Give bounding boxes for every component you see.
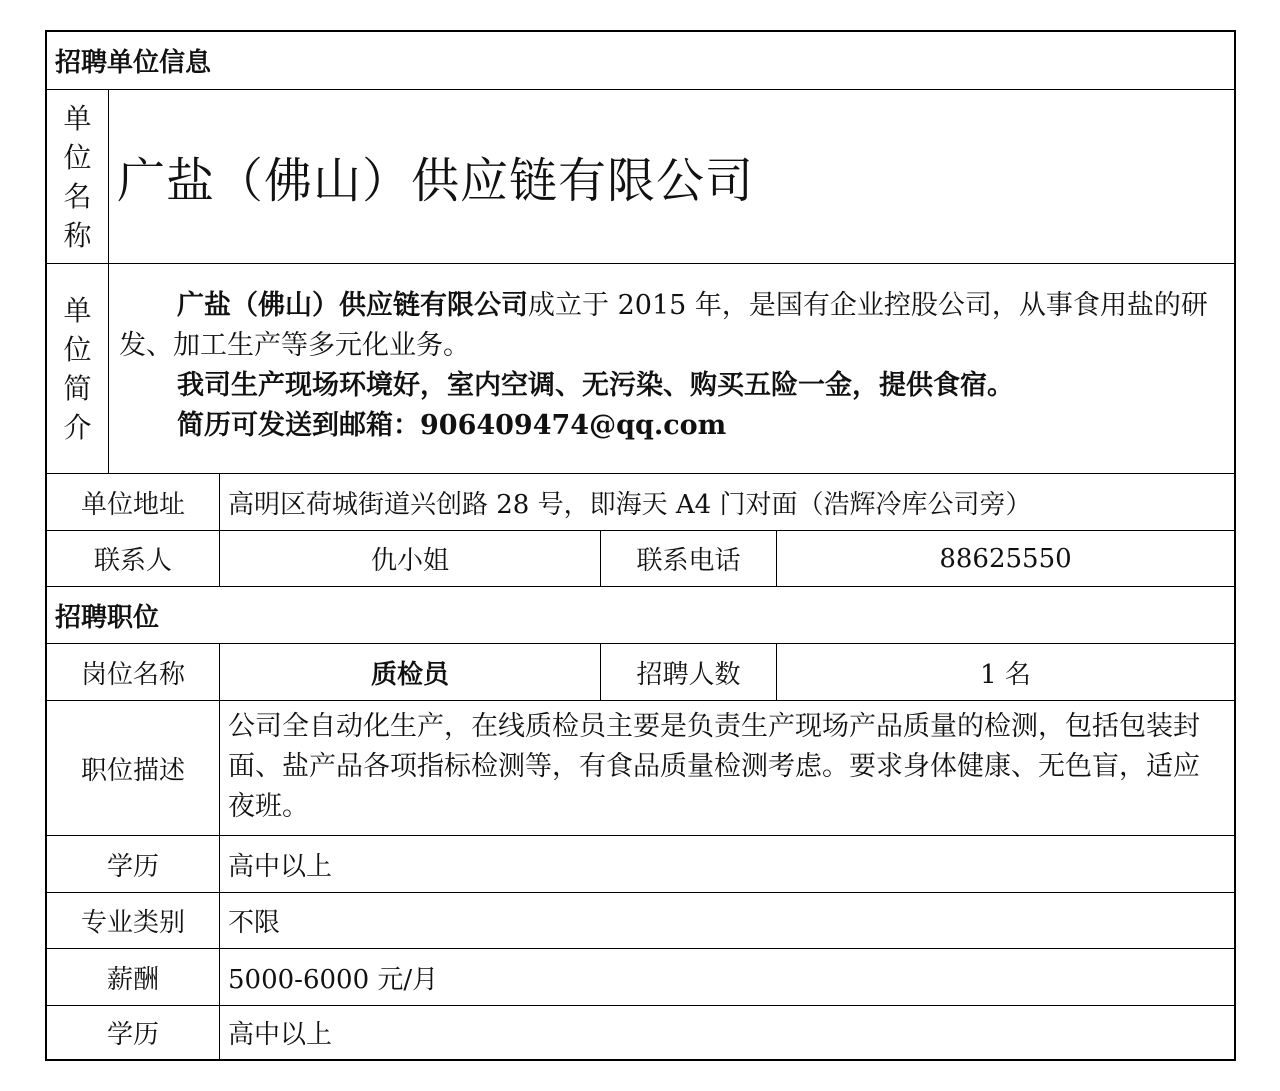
phone-label: 联系电话 xyxy=(600,531,776,586)
intro-email: 906409474@qq.com xyxy=(420,410,727,441)
section-header-company-info xyxy=(47,32,1234,89)
company-name-label-char: 名 xyxy=(63,179,92,213)
address-value: 高明区荷城街道兴创路 28 号，即海天 A4 门对面（浩辉冷库公司旁） xyxy=(219,474,1234,530)
company-name-row xyxy=(47,89,1234,263)
phone-value: 88625550 xyxy=(776,531,1234,586)
job-desc-row xyxy=(47,700,1234,835)
company-name-label-char: 位 xyxy=(63,140,92,174)
major-label: 专业类别 xyxy=(80,908,185,938)
education-value: 高中以上 xyxy=(219,836,1234,892)
section-header-positions xyxy=(47,586,1234,643)
job-title-row xyxy=(47,643,1234,700)
education-value-2: 高中以上 xyxy=(219,1006,1234,1059)
major-row xyxy=(47,892,1234,948)
intro-company-name: 广盐（佛山）供应链有限公司 xyxy=(177,290,528,321)
education-row-2 xyxy=(47,1005,1234,1059)
section-title-company-info: 招聘单位信息 xyxy=(55,48,212,78)
company-intro-label-char: 位 xyxy=(63,332,92,366)
address-row xyxy=(47,473,1234,530)
contact-label: 联系人 xyxy=(93,546,172,576)
company-intro-label-char: 简 xyxy=(63,371,92,405)
job-title-value: 质检员 xyxy=(219,644,600,700)
salary-label: 薪酬 xyxy=(106,964,159,995)
address-label: 单位地址 xyxy=(80,489,185,520)
job-title-label: 岗位名称 xyxy=(80,659,185,690)
intro-text: 成立于 2015 年，是国有企业控股公司，从事食用盐的研发、加工生产等多元化业务。 xyxy=(119,290,1208,361)
company-intro-label xyxy=(47,264,108,473)
job-desc-value: 公司全自动化生产，在线质检员主要是负责生产现场产品质量的检测，包括包装封面、盐产品各项指标检测等，有食品质量检测考虑。要求身体健康、无色盲，适应夜班。 xyxy=(219,701,1234,835)
contact-row xyxy=(47,530,1234,586)
company-intro-row xyxy=(47,263,1234,473)
intro-paragraph xyxy=(119,286,1222,366)
job-count-value: 1 名 xyxy=(776,644,1234,700)
company-intro-label-char: 介 xyxy=(63,410,92,444)
intro-benefits: 我司生产现场环境好，室内空调、无污染、购买五险一金，提供食宿。 xyxy=(177,370,1014,401)
major-value: 不限 xyxy=(219,893,1234,948)
education-label: 学历 xyxy=(106,851,159,882)
section-title-positions: 招聘职位 xyxy=(55,602,160,633)
intro-email-line xyxy=(119,406,1222,446)
contact-value: 仇小姐 xyxy=(219,531,600,586)
company-intro-label-char: 单 xyxy=(63,293,92,327)
company-name-value: 广盐（佛山）供应链有限公司 xyxy=(108,90,1234,263)
job-desc-label: 职位描述 xyxy=(80,755,185,786)
company-name-label-char: 单 xyxy=(63,101,92,135)
salary-row xyxy=(47,948,1234,1005)
recruitment-form-table xyxy=(45,30,1236,1061)
company-name-label-char: 称 xyxy=(63,218,92,252)
education-label-2: 学历 xyxy=(106,1020,159,1050)
company-intro-value xyxy=(108,264,1234,473)
job-count-label: 招聘人数 xyxy=(600,644,776,700)
salary-value: 5000-6000 元/月 xyxy=(219,949,1234,1005)
company-name-label xyxy=(47,90,108,263)
intro-email-label: 简历可发送到邮箱： xyxy=(177,410,420,441)
education-row xyxy=(47,835,1234,892)
